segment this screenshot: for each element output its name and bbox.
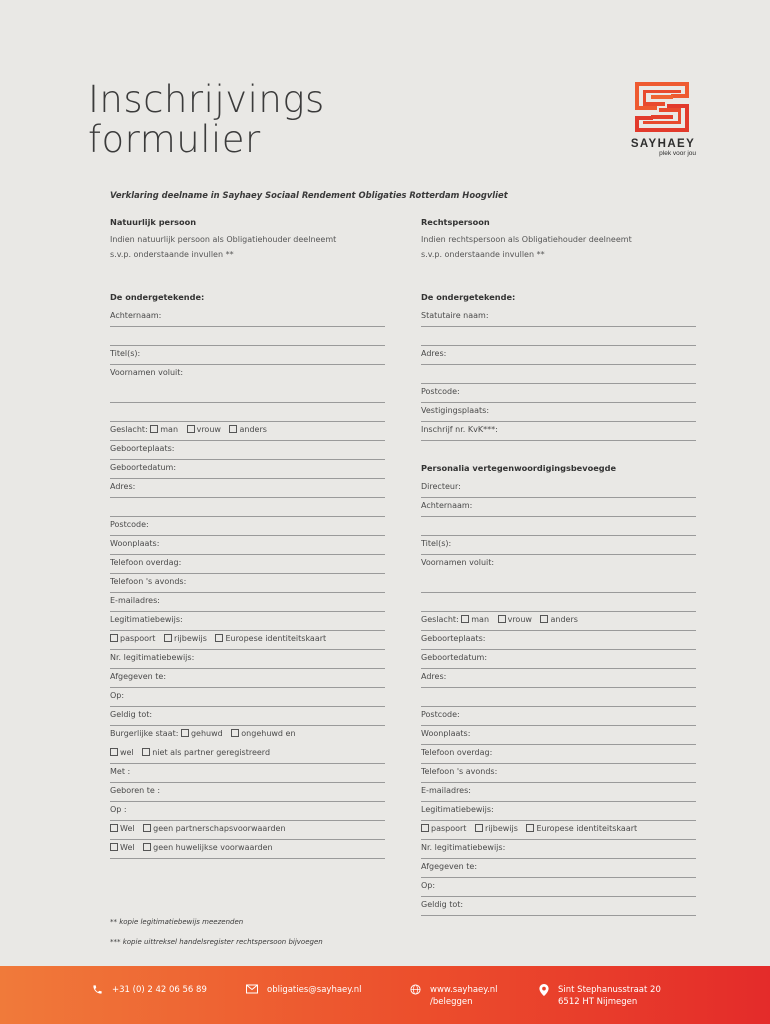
checkbox-paspoort[interactable]: [421, 824, 429, 832]
checkbox-man[interactable]: [150, 425, 158, 433]
adres2-field[interactable]: Adres:: [421, 669, 696, 688]
checkbox-geen-partnerschap[interactable]: [143, 824, 151, 832]
adres-field-extra[interactable]: [421, 365, 696, 384]
voornamen-field[interactable]: Voornamen voluit:: [421, 558, 495, 567]
telefoon-overdag-field[interactable]: Telefoon overdag:: [110, 555, 385, 574]
option-label: vrouw: [507, 615, 532, 624]
adres-field[interactable]: Adres:: [110, 479, 385, 498]
checkbox-gehuwd[interactable]: [181, 729, 189, 737]
voornamen-line-2[interactable]: [421, 593, 696, 612]
geslacht-field: [110, 422, 385, 441]
option-label: paspoort: [120, 634, 156, 643]
geboorteplaats-field[interactable]: Geboorteplaats:: [421, 631, 696, 650]
burgerlijke-staat-field: [110, 726, 385, 745]
checkbox-vrouw[interactable]: [187, 425, 195, 433]
contact-footer: [0, 966, 770, 1024]
geboortedatum-field[interactable]: Geboortedatum:: [421, 650, 696, 669]
footer-phone[interactable]: [92, 984, 207, 996]
legitimatie-options: [421, 821, 696, 840]
title-line-1: Inschrijvings: [88, 78, 325, 121]
checkbox-paspoort[interactable]: [110, 634, 118, 642]
vestigingsplaats-field[interactable]: Vestigingsplaats:: [421, 403, 696, 422]
geboren-te-field[interactable]: Geboren te :: [110, 783, 385, 802]
checkbox-man[interactable]: [461, 615, 469, 623]
woonplaats-field[interactable]: Woonplaats:: [110, 536, 385, 555]
globe-icon: [410, 984, 421, 995]
nr-legitimatie-field[interactable]: Nr. legitimatiebewijs:: [110, 650, 385, 669]
titels-field[interactable]: Titel(s):: [421, 536, 696, 555]
partner-registratie-field: [110, 745, 385, 764]
logo-brand-name: SAYHAEY: [630, 138, 696, 150]
geldig-field[interactable]: Geldig tot:: [421, 897, 696, 916]
statutaire-naam-extra[interactable]: [421, 327, 696, 346]
sayhaey-logo-mark-icon: [633, 80, 691, 134]
footnote-2: *** kopie uittreksel handelsregister rechtspersoon bijvoegen: [110, 938, 323, 946]
personalia-heading: Personalia vertegenwoordigingsbevoegde: [421, 463, 617, 473]
footer-website[interactable]: [410, 984, 498, 1008]
op-field[interactable]: Op:: [110, 688, 385, 707]
footer-phone-text: +31 (0) 2 42 06 56 89: [112, 985, 207, 995]
checkbox-geen-huwelijk[interactable]: [143, 843, 151, 851]
option-label: rijbewijs: [485, 824, 518, 833]
section-heading: Rechtspersoon: [421, 217, 490, 227]
option-label: Europese identiteitskaart: [536, 824, 638, 833]
geldig-field[interactable]: Geldig tot:: [110, 707, 385, 726]
achternaam-field-extra[interactable]: [421, 517, 696, 536]
option-label: gehuwd: [190, 729, 223, 738]
mail-icon: [246, 984, 258, 994]
checkbox-wel-huwelijk[interactable]: [110, 843, 118, 851]
option-label: man: [160, 425, 179, 434]
footer-address-line-2: 6512 HT Nijmegen: [558, 997, 638, 1007]
afgegeven-field[interactable]: Afgegeven te:: [421, 859, 696, 878]
title-line-2: formulier: [88, 118, 261, 161]
footnote-1: ** kopie legitimatiebewijs meezenden: [110, 918, 244, 926]
telefoon-avonds-field[interactable]: Telefoon 's avonds:: [421, 764, 696, 783]
telefoon-avonds-field[interactable]: Telefoon 's avonds:: [110, 574, 385, 593]
adres-field-extra[interactable]: [110, 498, 385, 517]
option-label: man: [471, 615, 490, 624]
section-heading: Natuurlijk persoon: [110, 217, 197, 227]
email-field[interactable]: E-mailadres:: [421, 783, 696, 802]
burgerlijke-staat-label: Burgerlijke staat:: [110, 729, 179, 738]
footer-website-line-2: /beleggen: [430, 997, 473, 1007]
section-note: [110, 233, 385, 289]
checkbox-vrouw[interactable]: [498, 615, 506, 623]
footer-website-text: [430, 984, 498, 1008]
option-label: anders: [550, 615, 578, 624]
op-field[interactable]: Op:: [421, 878, 696, 897]
natural-person-column: [110, 214, 385, 859]
postcode-field[interactable]: Postcode:: [110, 517, 385, 536]
location-pin-icon: [539, 984, 549, 996]
voornamen-field[interactable]: Voornamen voluit:: [110, 368, 184, 377]
sayhaey-logo: [626, 80, 700, 157]
email-field[interactable]: E-mailadres:: [110, 593, 385, 612]
kvk-field[interactable]: Inschrijf nr. KvK***:: [421, 422, 696, 441]
op2-field[interactable]: Op :: [110, 802, 385, 821]
option-label: ongehuwd en: [241, 729, 296, 738]
page-title: [88, 80, 325, 160]
geboortedatum-field[interactable]: Geboortedatum:: [110, 460, 385, 479]
woonplaats-field[interactable]: Woonplaats:: [421, 726, 696, 745]
geslacht-label: Geslacht:: [421, 615, 459, 624]
postcode2-field[interactable]: Postcode:: [421, 707, 696, 726]
checkbox-ongehuwd[interactable]: [231, 729, 239, 737]
achternaam-field[interactable]: Achternaam:: [110, 308, 385, 327]
partnerschapsvoorwaarden-field: [110, 821, 385, 840]
checkbox-niet[interactable]: [142, 748, 150, 756]
huwelijkse-voorwaarden-field: [110, 840, 385, 859]
footer-email[interactable]: [246, 984, 362, 996]
legitimatiebewijs-field: Legitimatiebewijs:: [110, 612, 385, 631]
form-subtitle: Verklaring deelname in Sayhaey Sociaal Rendement Obligaties Rotterdam Hoogvliet: [110, 190, 508, 200]
footer-website-line-1: www.sayhaey.nl: [430, 985, 498, 995]
checkbox-europese-id[interactable]: [526, 824, 534, 832]
directeur-field[interactable]: Directeur:: [421, 479, 696, 498]
met-field[interactable]: Met :: [110, 764, 385, 783]
undersigned-heading: De ondergetekende:: [421, 292, 516, 302]
option-label: Wel: [120, 824, 135, 833]
footer-email-text: obligaties@sayhaey.nl: [267, 985, 362, 995]
achternaam-field-extra[interactable]: [110, 327, 385, 346]
achternaam-field[interactable]: Achternaam:: [421, 498, 696, 517]
checkbox-wel-partnerschap[interactable]: [110, 824, 118, 832]
postcode-field[interactable]: Postcode:: [421, 384, 696, 403]
geboorteplaats-field[interactable]: Geboorteplaats:: [110, 441, 385, 460]
voornamen-line-1[interactable]: [110, 384, 385, 403]
undersigned-heading: De ondergetekende:: [110, 292, 205, 302]
voornamen-line-1[interactable]: [421, 574, 696, 593]
section-note: [421, 233, 696, 289]
footnotes: [110, 918, 323, 958]
telefoon-overdag-field[interactable]: Telefoon overdag:: [421, 745, 696, 764]
option-label: Europese identiteitskaart: [225, 634, 327, 643]
footer-address-text: [558, 984, 661, 1008]
checkbox-europese-id[interactable]: [215, 634, 223, 642]
titels-field[interactable]: Titel(s):: [110, 346, 385, 365]
option-label: wel: [120, 748, 134, 757]
note-line: Indien natuurlijk persoon als Obligatiehouder deelneemt: [110, 235, 337, 244]
checkbox-rijbewijs[interactable]: [475, 824, 483, 832]
legitimatiebewijs-field: Legitimatiebewijs:: [421, 802, 696, 821]
nr-legitimatie-field[interactable]: Nr. legitimatiebewijs:: [421, 840, 696, 859]
option-label: geen partnerschapsvoorwaarden: [153, 824, 286, 833]
afgegeven-field[interactable]: Afgegeven te:: [110, 669, 385, 688]
checkbox-anders[interactable]: [540, 615, 548, 623]
adres2-field-extra[interactable]: [421, 688, 696, 707]
note-line: Indien rechtspersoon als Obligatiehouder deelneemt: [421, 235, 632, 244]
adres-field[interactable]: Adres:: [421, 346, 696, 365]
note-line: s.v.p. onderstaande invullen **: [110, 249, 234, 259]
option-label: vrouw: [196, 425, 221, 434]
checkbox-wel[interactable]: [110, 748, 118, 756]
option-label: Wel: [120, 843, 135, 852]
note-line: s.v.p. onderstaande invullen **: [421, 249, 545, 259]
legitimatie-options: [110, 631, 385, 650]
checkbox-rijbewijs[interactable]: [164, 634, 172, 642]
option-label: geen huwelijkse voorwaarden: [153, 843, 273, 852]
footer-address-line-1: Sint Stephanusstraat 20: [558, 985, 661, 995]
option-label: paspoort: [431, 824, 467, 833]
legal-entity-column: [421, 214, 696, 916]
option-label: rijbewijs: [174, 634, 207, 643]
logo-tagline: plek voor jou: [659, 150, 696, 157]
option-label: anders: [239, 425, 267, 434]
option-label: niet als partner geregistreerd: [152, 748, 271, 757]
geslacht-label: Geslacht:: [110, 425, 148, 434]
voornamen-line-2[interactable]: [110, 403, 385, 422]
phone-icon: [92, 984, 103, 995]
statutaire-naam-field[interactable]: Statutaire naam:: [421, 308, 696, 327]
footer-address: [539, 984, 661, 1008]
geslacht-field: [421, 612, 696, 631]
checkbox-anders[interactable]: [229, 425, 237, 433]
